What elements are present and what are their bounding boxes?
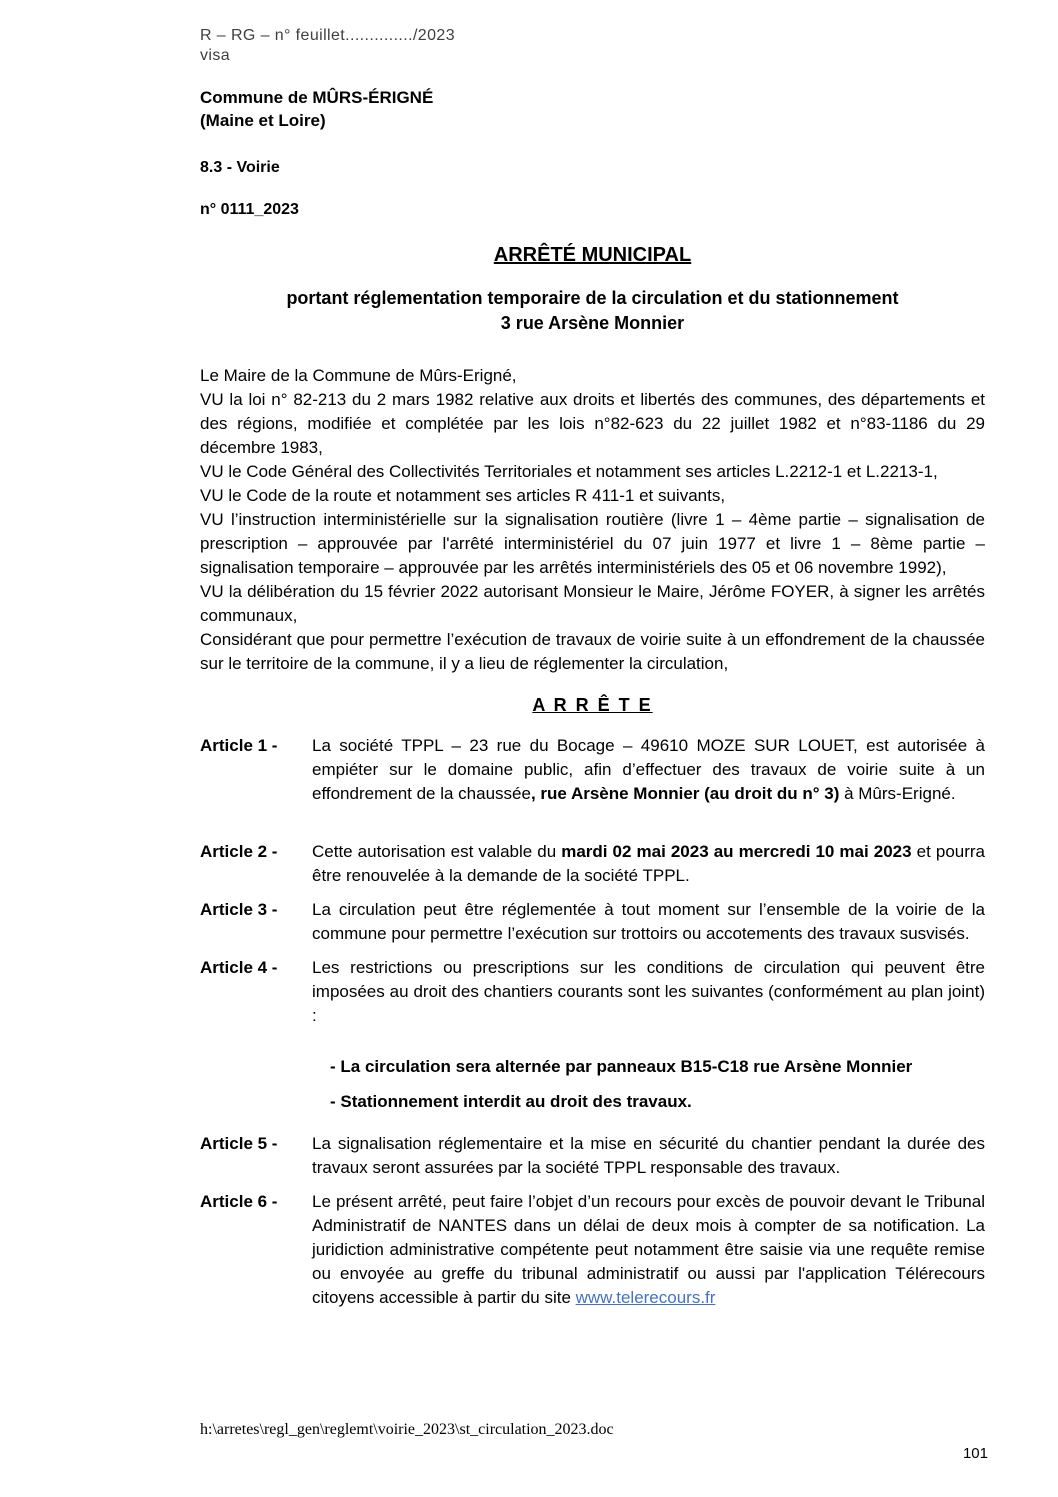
- document-title: ARRÊTÉ MUNICIPAL: [493, 244, 692, 266]
- preamble-paragraph: Le Maire de la Commune de Mûrs-Erigné,: [200, 366, 517, 385]
- article-6-body: [312, 1190, 985, 1310]
- commune-block: [200, 86, 985, 132]
- preamble: [200, 364, 985, 676]
- preamble-paragraph: VU la délibération du 15 février 2022 autorisant Monsieur le Maire, Jérôme FOYER, à signer les arrêtés communaux,: [200, 582, 985, 625]
- subtitle-line-1: portant réglementation temporaire de la circulation et du stationnement: [286, 288, 899, 308]
- page-number: 101: [962, 1445, 988, 1462]
- bullet-circulation-alternee: - La circulation sera alternée par panneaux B15-C18 rue Arsène Monnier: [330, 1057, 913, 1076]
- article-5-label: Article 5 -: [200, 1134, 278, 1153]
- arrete-heading-text: A R R Ê T E: [532, 695, 653, 715]
- article-2-body: [312, 840, 985, 888]
- article-3-body: La circulation peut être réglementée à tout moment sur l’ensemble de la voirie de la commune pour permettre l’exécution sur trottoirs ou accotements des travaux susvisés.: [312, 900, 985, 943]
- article-1: [200, 734, 985, 806]
- article-2-label: Article 2 -: [200, 842, 278, 861]
- article-1-bold-text: , rue Arsène Monnier (au droit du n° 3): [530, 784, 840, 803]
- article-4-label: Article 4 -: [200, 958, 278, 977]
- article-2: [200, 840, 985, 888]
- registry-reference-line: R – RG – n° feuillet............../2023: [200, 27, 455, 44]
- article-6: [200, 1190, 985, 1310]
- title-block: [200, 242, 985, 336]
- article-6-label: Article 6 -: [200, 1192, 278, 1211]
- departement-name: (Maine et Loire): [200, 111, 326, 130]
- arrete-heading: [200, 692, 985, 718]
- article-5: [200, 1132, 985, 1180]
- file-path: h:\arretes\regl_gen\reglemt\voirie_2023\st_circulation_2023.doc: [200, 1421, 614, 1438]
- visa-line: visa: [200, 47, 231, 64]
- article-4-body: Les restrictions ou prescriptions sur les conditions de circulation qui peuvent être imposées au droit des chantiers courants sont les suivantes (conformément au plan joint) :: [312, 958, 985, 1025]
- decree-number: n° 0111_2023: [200, 201, 299, 218]
- category-code: 8.3 - Voirie: [200, 159, 280, 176]
- article-2-text-after: et pourra être renouvelée à la demande de la société TPPL.: [312, 842, 986, 885]
- page-footer: [200, 1420, 988, 1463]
- registry-header: [200, 26, 985, 66]
- article-5-body: La signalisation réglementaire et la mise en sécurité du chantier pendant la durée des travaux seront assurées par la société TPPL responsable des travaux.: [312, 1134, 985, 1177]
- commune-name: Commune de MÛRS-ÉRIGNÉ: [200, 88, 434, 107]
- bullet-stationnement-interdit: - Stationnement interdit au droit des travaux.: [330, 1092, 692, 1111]
- article-1-text: La société TPPL – 23 rue du Bocage – 49610 MOZE SUR LOUET, est autorisée à empiéter sur le domaine public, afin d’effectuer des travaux de voirie suite à un effondrement de la chaussée: [312, 736, 985, 803]
- preamble-paragraph: VU le Code de la route et notamment ses articles R 411-1 et suivants,: [200, 486, 726, 505]
- preamble-paragraph: VU la loi n° 82-213 du 2 mars 1982 relative aux droits et libertés des communes, des départements et des régions, modifiée et complétée par les lois n°82-623 du 22 juillet 1982 et n°83-1186 du 29 décembre 1983,: [200, 390, 985, 457]
- article-1-text-after: à Mûrs-Erigné.: [839, 784, 956, 803]
- article-4: [200, 956, 985, 1028]
- document-subtitle: [200, 286, 985, 336]
- article-3: [200, 898, 985, 946]
- subtitle-line-2: 3 rue Arsène Monnier: [500, 313, 685, 333]
- article-1-body: [312, 734, 985, 806]
- preamble-paragraph: Considérant que pour permettre l’exécution de travaux de voirie suite à un effondrement de la chaussée sur le territoire de la commune, il y a lieu de réglementer la circulation,: [200, 630, 985, 673]
- preamble-paragraph: VU le Code Général des Collectivités Territoriales et notamment ses articles L.2212-1 et L.2213-1,: [200, 462, 938, 481]
- article-3-label: Article 3 -: [200, 900, 278, 919]
- article-2-text: Cette autorisation est valable du: [312, 842, 562, 861]
- article-2-bold-text: mardi 02 mai 2023 au mercredi 10 mai 2023: [561, 842, 912, 861]
- telerecours-link[interactable]: www.telerecours.fr: [575, 1288, 716, 1307]
- article-6-text: Le présent arrêté, peut faire l’objet d’un recours pour excès de pouvoir devant le Tribunal Administratif de NANTES dans un délai de deux mois à compter de sa notification. La juridiction administrative compétente peut notamment être saisie via une requête remise ou envoyée au greffe du tribunal administratif ou aussi par l'application Télérecours citoyens accessible à partir du site: [312, 1192, 985, 1307]
- article-1-label: Article 1 -: [200, 736, 278, 755]
- article-4-bullets: [330, 1055, 985, 1114]
- preamble-paragraph: VU l’instruction interministérielle sur la signalisation routière (livre 1 – 4ème partie – signalisation de prescription – approuvée par l'arrêté interministériel du 07 juin 1977 et livre 1 – 8ème partie – signalisation temporaire – approuvée par les arrêtés interministériels des 05 et 06 novembre 1992),: [200, 510, 985, 577]
